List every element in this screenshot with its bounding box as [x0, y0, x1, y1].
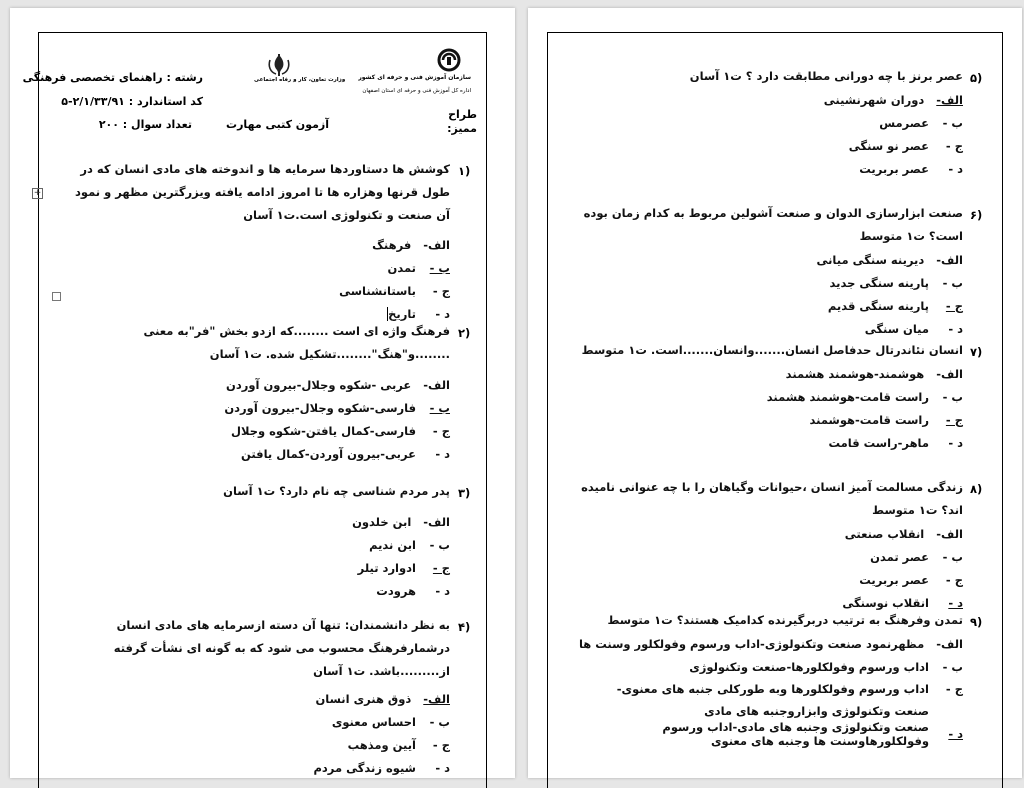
question-number: ۹)	[970, 615, 983, 629]
question-number: ۵)	[970, 71, 983, 85]
option: الف- انقلاب صنعتی	[844, 526, 963, 541]
option: ب - راست قامت-هوشمند هشمند	[766, 389, 963, 404]
option: ج - آیین ومذهب	[347, 737, 450, 752]
option: الف- ابن خلدون	[352, 514, 450, 529]
document-page-right	[528, 8, 1022, 778]
question-2	[58, 320, 450, 465]
option: د - تاریخ	[388, 306, 450, 321]
option: ب - تمدن	[387, 260, 450, 275]
question-text: انسان نئاندرتال حدفاصل انسان.......وانسان.......است. ت۱ متوسط	[581, 343, 963, 357]
option: د - انقلاب نوسنگی	[842, 595, 963, 610]
question-number: ۴)	[458, 620, 471, 634]
question-text: عصر برنز با چه دورانی مطابقت دارد ؟ ت۱ آسان	[689, 69, 963, 83]
question-text: کوشش ها دستاوردها سرمایه ها و اندوخته های مادی انسان که در طول قرنها وهزاره ها تا امروز ادامه یافته ویزرگترین مظهر و نمود آن صنعت و تکنولوژی است.ت۱ آسان	[74, 162, 450, 222]
question-number: ۷)	[970, 345, 983, 359]
question-3	[58, 480, 450, 602]
question-6	[568, 202, 963, 340]
question-text: به نظر دانشمندان: تنها آن دسته ازسرمایه های مادی انسان درشمارفرهنگ محسوب می شود که به گونه ای نشأت گرفته از.........باشد. ت۱ آسان	[113, 618, 450, 678]
option: د - هرودت	[376, 583, 450, 598]
option: ج - پارینه سنگی قدیم	[827, 298, 963, 313]
option: ج - باستانشناسی	[339, 283, 450, 298]
table-move-handle-icon[interactable]: +	[33, 188, 42, 198]
org-dept: اداره کل آموزش فنی و حرفه ای استان اصفهان	[362, 88, 471, 94]
option: ج - ادوارد تیلر	[357, 560, 450, 575]
question-8	[568, 476, 963, 614]
standard-code: کد استاندارد : ۲/۱/۳۳/۹۱-۵	[61, 95, 203, 108]
text-cursor	[387, 307, 388, 321]
option: د - عصر بربریت	[859, 161, 963, 176]
option: د - عربی-بیرون آوردن-کمال یافتن	[241, 446, 450, 461]
question-text: زندگی مسالمت آمیز انسان ،حیوانات وگیاهان را با چه عنوانی نامیده اند؟ ت۱ متوسط	[581, 480, 963, 517]
question-count: تعداد سوال : ۲۰۰	[98, 118, 192, 131]
option: ج - فارسی-کمال یافتن-شکوه وجلال	[230, 423, 450, 438]
option: الف- عربی -شکوه وجلال-بیرون آوردن	[226, 377, 450, 392]
option: ب - پارینه سنگی جدید	[829, 275, 963, 290]
option: ج - راست قامت-هوشمند	[809, 412, 963, 427]
option: ب - ابن ندیم	[369, 537, 450, 552]
option: ب - عصرمس	[879, 115, 963, 130]
option: ج - عصر نو سنگی	[848, 138, 963, 153]
option: الف- دوران شهرنشینی	[823, 92, 963, 107]
designer-label: طراح	[448, 108, 477, 121]
option: ب - اداب ورسوم وفولکلورها-صنعت وتکنولوژی	[689, 659, 963, 674]
field-line: رشته : راهنمای تخصصی فرهنگی	[22, 71, 203, 84]
question-text: تمدن وفرهنگ به ترتیب دربرگیرنده کدامیک هستند؟ ت۱ متوسط	[607, 613, 963, 627]
question-number: ۲)	[458, 326, 471, 340]
org-name: سازمان آموزش فنی و حرفه ای کشور	[358, 74, 471, 81]
question-text: فرهنگ واژه ای است ........که ازدو بخش "فر"به معنی ........و"هنگ"........تشکیل شده. ت۱ آسان	[143, 324, 450, 361]
table-resize-handle-icon[interactable]	[52, 292, 61, 301]
option: د - صنعت وتکنولوژی وجنبه های مادی-اداب ورسوم وفولکلورهاوسنت ها وجنبه های معنوی	[662, 719, 963, 748]
option: ج - اداب ورسوم وفولکلورها وبه طورکلی جنبه های معنوی-صنعت وتکنولوژی وابزاروجنبه های مادی	[616, 682, 963, 718]
option: الف- دیرینه سنگی میانی	[816, 252, 963, 267]
question-number: ۳)	[458, 486, 471, 500]
question-1	[58, 158, 450, 325]
document-page-left	[10, 8, 515, 778]
question-text: صنعت ابزارسازی الدوان و صنعت آشولین مربوط به کدام زمان بوده است؟ ت۱ متوسط	[583, 206, 963, 243]
option: الف- مظهرنمود صنعت وتکنولوژی-اداب ورسوم وفولکلور وسنت ها	[578, 636, 963, 651]
exam-title: آزمون کتبی مهارت	[226, 118, 329, 131]
ministry-emblem-icon	[250, 52, 346, 92]
question-text: پدر مردم شناسی چه نام دارد؟ ت۱ آسان	[223, 484, 450, 498]
option: ب - عصر تمدن	[870, 549, 963, 564]
question-9	[568, 609, 963, 748]
option: الف- ذوق هنری انسان	[315, 691, 450, 706]
question-4	[58, 614, 450, 779]
option: د - شیوه زندگی مردم	[313, 760, 450, 775]
option: د - ماهر-راست قامت	[828, 435, 963, 450]
option: ب - فارسی-شکوه وجلال-بیرون آوردن	[224, 400, 450, 415]
question-number: ۸)	[970, 482, 983, 496]
question-5	[568, 65, 963, 180]
option: ب - احساس معنوی	[331, 714, 450, 729]
org-logo-icon	[358, 48, 475, 104]
reviewer-label: ممیز:	[447, 122, 477, 135]
ministry-name: وزارت تعاون، کار و رفاه اجتماعی	[254, 77, 346, 83]
option: د - میان سنگی	[864, 321, 963, 336]
option: ج - عصر بربریت	[859, 572, 963, 587]
question-number: ۱)	[458, 164, 471, 178]
question-7	[568, 339, 963, 454]
option: الف- هوشمند-هوشمند هشمند	[785, 366, 963, 381]
option: الف- فرهنگ	[372, 237, 450, 252]
question-number: ۶)	[970, 208, 983, 222]
